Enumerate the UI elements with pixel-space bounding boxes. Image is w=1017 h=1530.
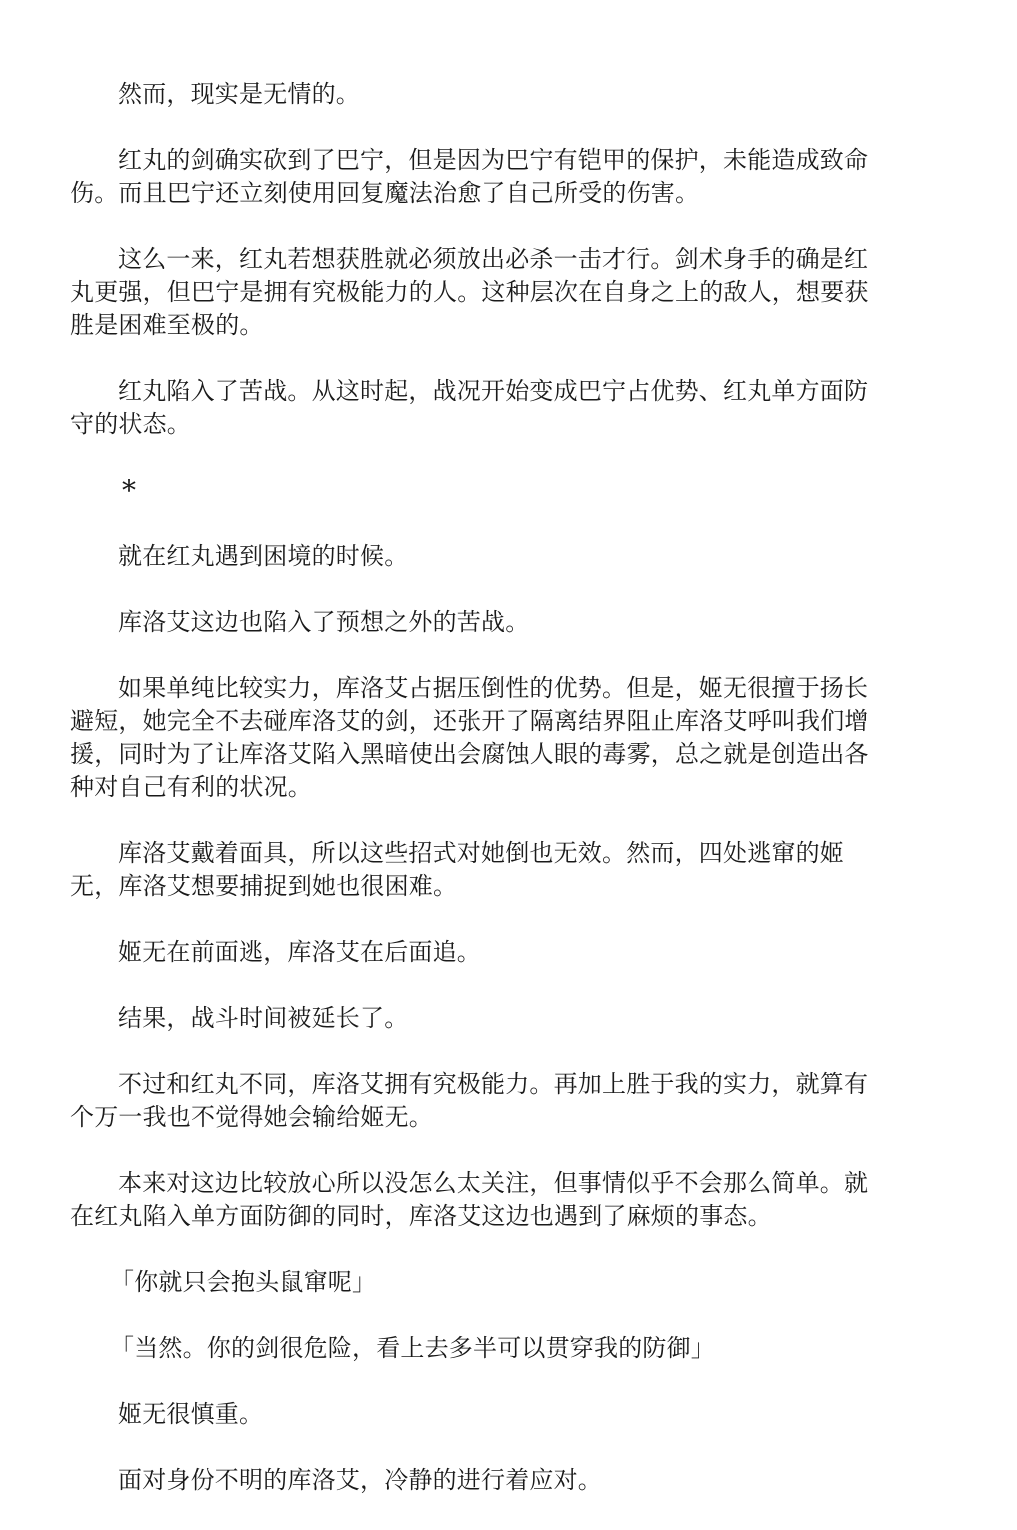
text-line: 伤。而且巴宁还立刻使用回复魔法治愈了自己所受的伤害。 [70, 179, 700, 207]
scene-separator [70, 474, 940, 507]
text-line: 不过和红丸不同，库洛艾拥有究极能力。再加上胜于我的实力，就算有 [118, 1070, 869, 1098]
text-line: 红丸的剑确实砍到了巴宁，但是因为巴宁有铠甲的保护，未能造成致命 [118, 146, 869, 174]
paragraph [70, 1002, 940, 1035]
dialogue-line [70, 1332, 940, 1365]
document-page [70, 78, 940, 1530]
dialogue-line [70, 1266, 940, 1299]
paragraph [70, 1068, 940, 1134]
paragraph [70, 606, 940, 639]
text-line: 种对自己有利的状况。 [70, 773, 312, 801]
paragraph [70, 540, 940, 573]
text-line: 这么一来，红丸若想获胜就必须放出必杀一击才行。剑术身手的确是红 [118, 245, 869, 273]
paragraph [70, 936, 940, 969]
text-line: 避短，她完全不去碰库洛艾的剑，还张开了隔离结界阻止库洛艾呼叫我们增 [70, 707, 869, 735]
text-line: 姬无很慎重。 [118, 1400, 264, 1428]
text-line: 丸更强，但巴宁是拥有究极能力的人。这种层次在自身之上的敌人，想要获 [70, 278, 869, 306]
text-line: 「当然。你的剑很危险，看上去多半可以贯穿我的防御」 [110, 1334, 715, 1362]
text-line: 红丸陷入了苦战。从这时起，战况开始变成巴宁占优势、红丸单方面防 [118, 377, 869, 405]
text-line: 姬无在前面逃，库洛艾在后面追。 [118, 938, 481, 966]
text-line: 然而，现实是无情的。 [118, 80, 360, 108]
paragraph [70, 1167, 940, 1233]
text-line: 结果，战斗时间被延长了。 [118, 1004, 409, 1032]
text-line: 在红丸陷入单方面防御的同时，库洛艾这边也遇到了麻烦的事态。 [70, 1202, 772, 1230]
text-line: 「你就只会抱头鼠窜呢」 [110, 1268, 377, 1296]
paragraph [70, 672, 940, 804]
text-line: 库洛艾这边也陷入了预想之外的苦战。 [118, 608, 530, 636]
text-line: 库洛艾戴着面具，所以这些招式对她倒也无效。然而，四处逃窜的姬 [118, 839, 844, 867]
text-line: 守的状态。 [70, 410, 191, 438]
paragraph [70, 837, 940, 903]
asterisk-separator: * [122, 474, 137, 507]
text-line: 如果单纯比较实力，库洛艾占据压倒性的优势。但是，姬无很擅于扬长 [118, 674, 869, 702]
paragraph [70, 1464, 940, 1497]
text-line: 无，库洛艾想要捕捉到她也很困难。 [70, 872, 458, 900]
paragraph [70, 375, 940, 441]
text-line: 本来对这边比较放心所以没怎么太关注，但事情似乎不会那么简单。就 [118, 1169, 869, 1197]
text-line: 胜是困难至极的。 [70, 311, 264, 339]
text-line: 面对身份不明的库洛艾，冷静的进行着应对。 [118, 1466, 602, 1494]
text-line: 就在红丸遇到困境的时候。 [118, 542, 409, 570]
paragraph [70, 144, 940, 210]
paragraph [70, 78, 940, 111]
text-line: 个万一我也不觉得她会输给姬无。 [70, 1103, 433, 1131]
text-line: 援，同时为了让库洛艾陷入黑暗使出会腐蚀人眼的毒雾，总之就是创造出各 [70, 740, 869, 768]
paragraph [70, 243, 940, 342]
paragraph [70, 1398, 940, 1431]
